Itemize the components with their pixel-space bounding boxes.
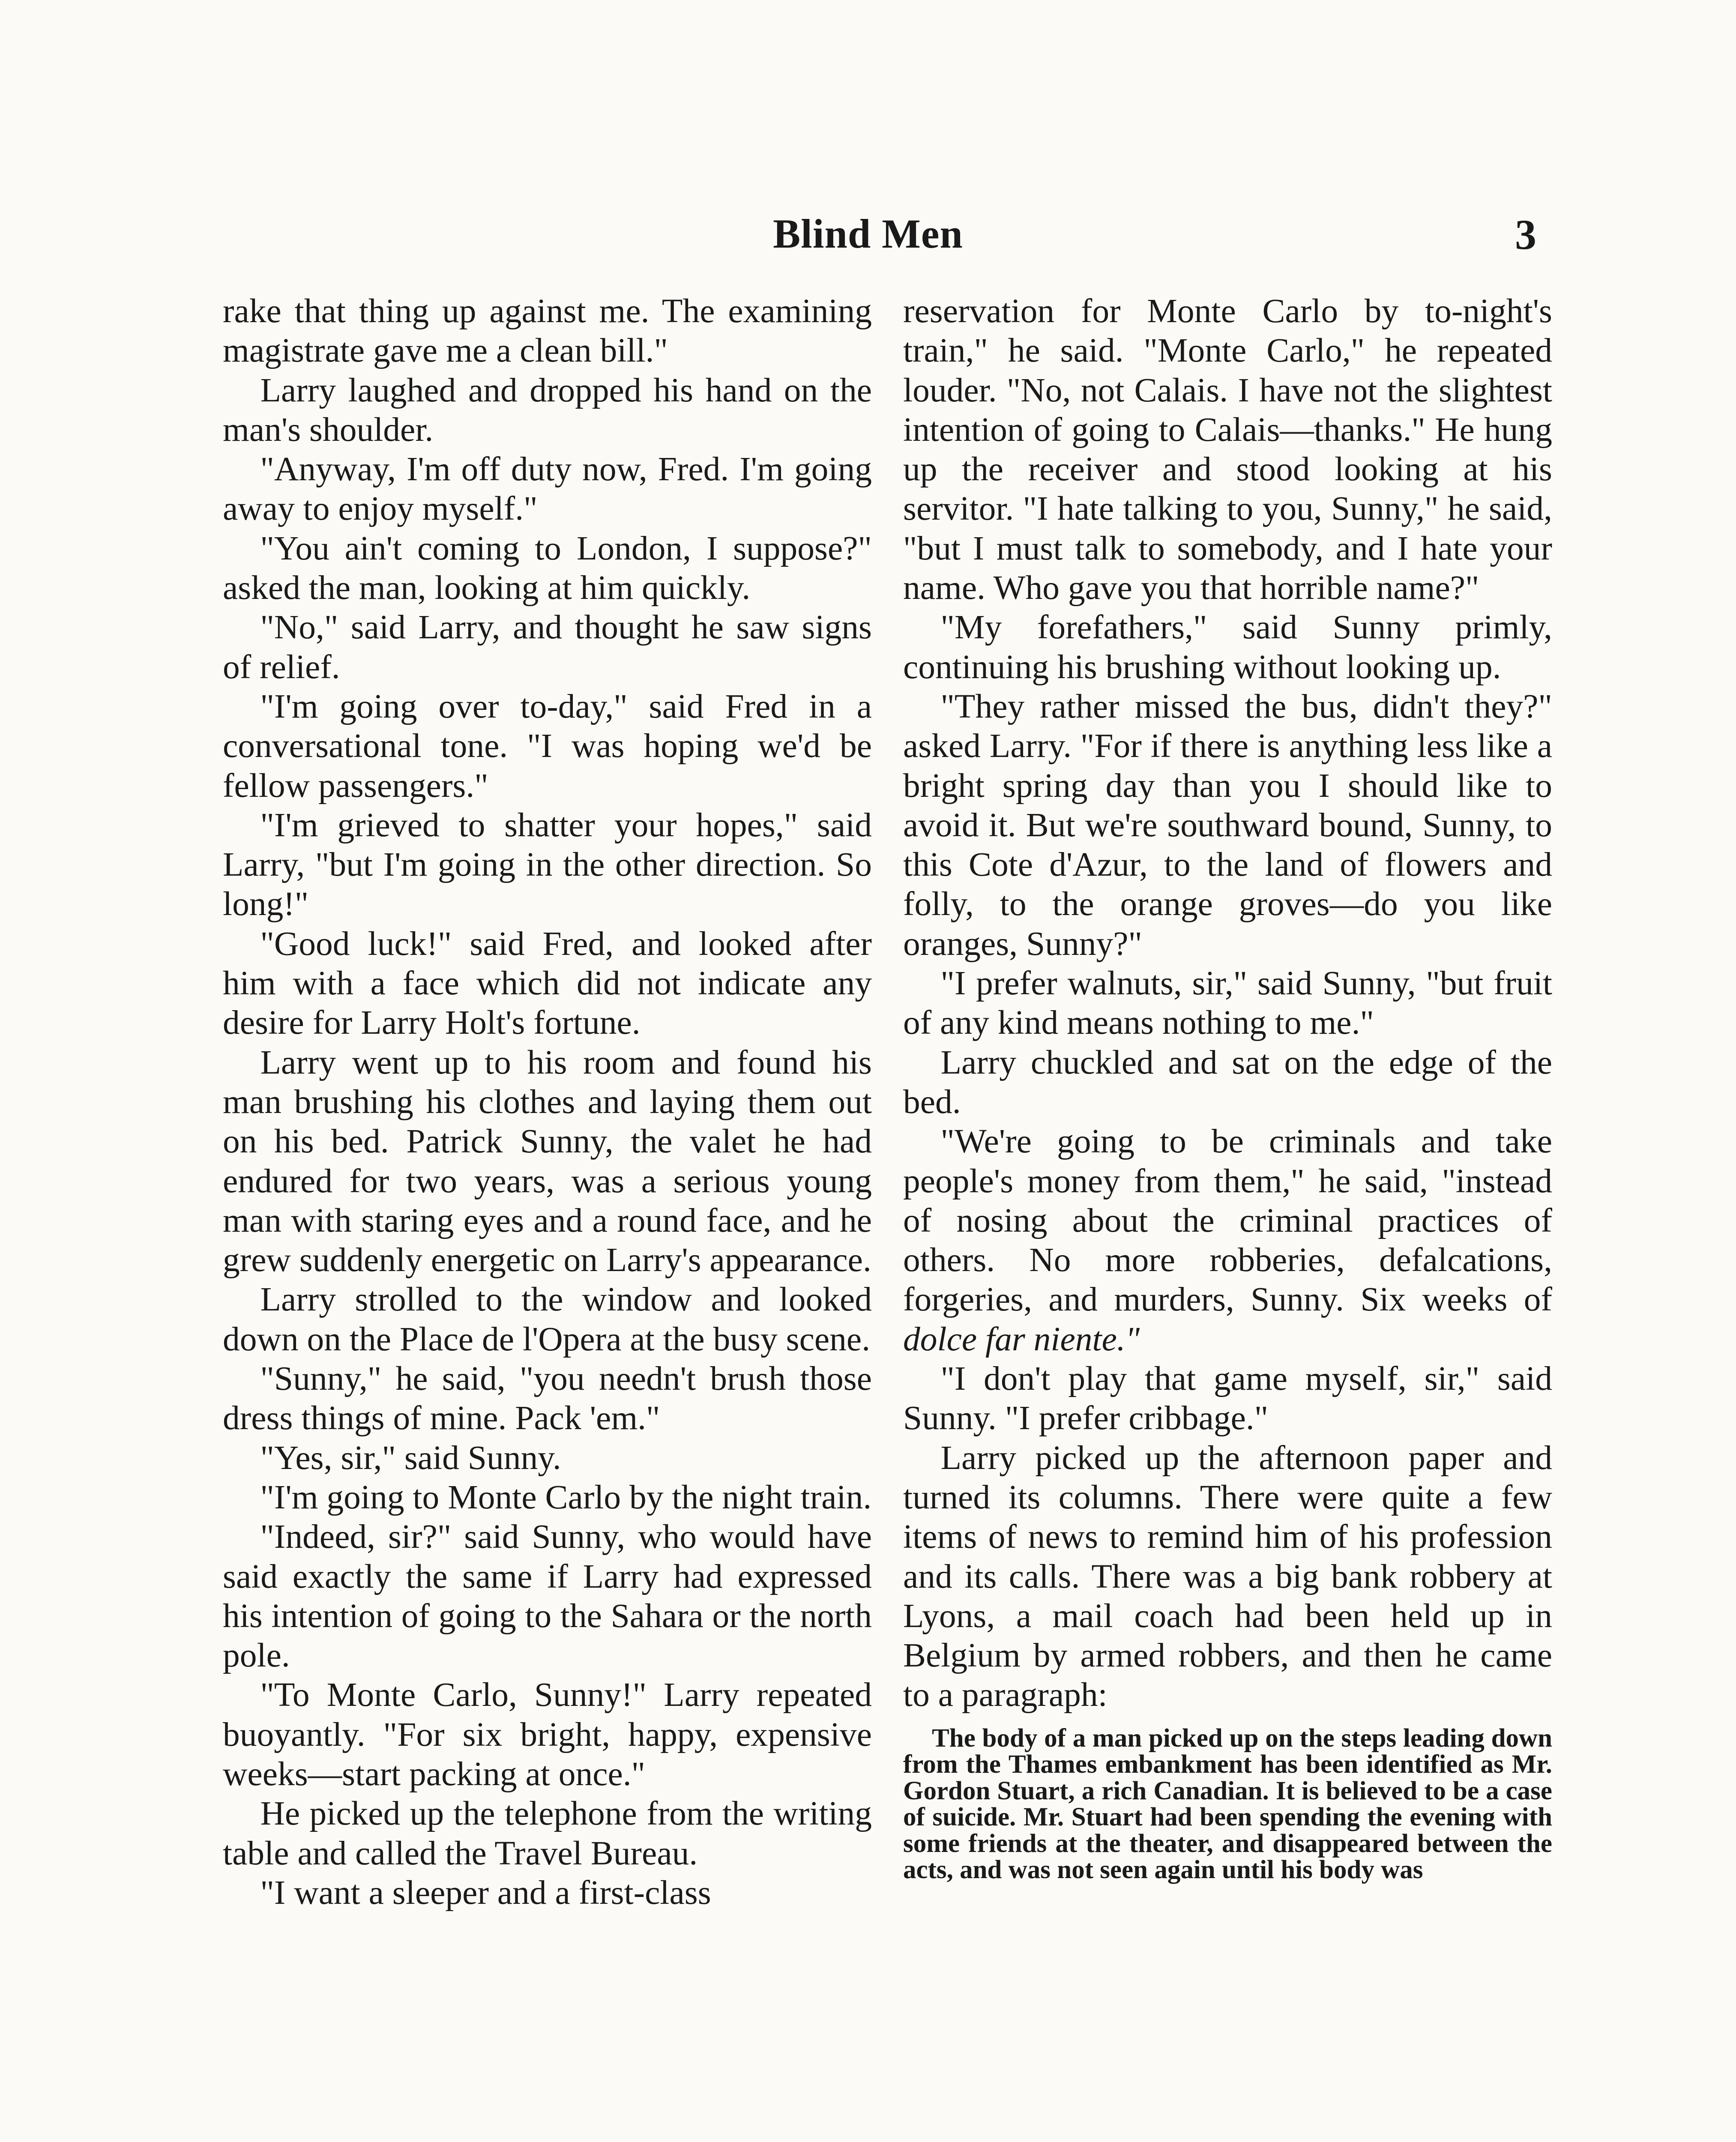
paragraph: "I'm going to Monte Carlo by the night train.: [260, 1478, 872, 1516]
paragraph: Larry strolled to the window and looked down on the Place de l'Opera at the busy scene.: [223, 1280, 872, 1358]
paragraph: "Sunny," he said, "you needn't brush those dress things of mine. Pack 'em.": [223, 1360, 872, 1437]
newspaper-excerpt: The body of a man picked up on the steps leading down from the Thames embankment has been identified as Mr. Gordon Stuart, a rich Canadian. It is believed to be a case of suicide. Mr. Stuart had been spending the evening with some friends at the theater, and disappeared between the acts, and was not seen again until his body was: [903, 1723, 1552, 1885]
paragraph: "No," said Larry, and thought he saw signs of relief.: [223, 608, 872, 686]
paragraph: He picked up the telephone from the writing table and called the Travel Bureau.: [223, 1795, 872, 1872]
paragraph: rake that thing up against me. The examining magistrate gave me a clean bill.": [223, 292, 872, 370]
paragraph-text: "We're going to be criminals and take people's money from them," he said, "instead of nosing about the criminal practices of others. No more robberies, defalcations, forgeries, and murders, Sunny. Six weeks of: [903, 1122, 1552, 1319]
paragraph: Larry laughed and dropped his hand on the man's shoulder.: [223, 371, 872, 449]
page-number: 3: [1515, 211, 1536, 258]
paragraph: reservation for Monte Carlo by to-night's train," he said. "Monte Carlo," he repeated louder. "No, not Calais. I have not the slightest intention of going to Calais—thanks." He hung up the receiver and stood looking at his servitor. "I hate talking to you, Sunny," he said, "but I must talk to somebody, and I hate your name. Who gave you that horrible name?": [903, 292, 1552, 607]
paragraph: [903, 1122, 1552, 1359]
paragraph: "I'm going over to-day," said Fred in a conversational tone. "I was hoping we'd be fellow passengers.": [223, 687, 872, 805]
paragraph: "I want a sleeper and a first-class: [260, 1873, 711, 1912]
right-column: [903, 291, 1552, 1883]
paragraph: "Good luck!" said Fred, and looked after him with a face which did not indicate any desire for Larry Holt's fortune.: [223, 924, 872, 1042]
paragraph: "Anyway, I'm off duty now, Fred. I'm going away to enjoy myself.": [223, 450, 872, 528]
paragraph: "Indeed, sir?" said Sunny, who would have said exactly the same if Larry had expressed his intention of going to the Sahara or the north pole.: [223, 1518, 872, 1675]
paragraph: "They rather missed the bus, didn't they?" asked Larry. "For if there is anything less like a bright spring day than you I should like to avoid it. But we're southward bound, Sunny, to this Cote d'Azur, to the land of flowers and folly, to the orange groves—do you like oranges, Sunny?": [903, 687, 1552, 963]
paragraph: "I'm grieved to shatter your hopes," said Larry, "but I'm going in the other direction. So long!": [223, 806, 872, 923]
paragraph: "I prefer walnuts, sir," said Sunny, "but fruit of any kind means nothing to me.": [903, 964, 1552, 1042]
running-header-title: Blind Men: [773, 211, 963, 257]
paragraph: Larry went up to his room and found his man brushing his clothes and laying them out on his bed. Patrick Sunny, the valet he had endured for two years, was a serious young man with staring eyes and a round face, and he grew suddenly energetic on Larry's appearance.: [223, 1043, 872, 1279]
paragraph: "I don't play that game myself, sir," said Sunny. "I prefer cribbage.": [903, 1360, 1552, 1437]
paragraph: "My forefathers," said Sunny primly, continuing his brushing without looking up.: [903, 608, 1552, 686]
paragraph: "You ain't coming to London, I suppose?" asked the man, looking at him quickly.: [223, 529, 872, 607]
paragraph: Larry picked up the afternoon paper and turned its columns. There were quite a few items of news to remind him of his profession and its calls. There was a big bank robbery at Lyons, a mail coach had been held up in Belgium by armed robbers, and then he came to a paragraph:: [903, 1439, 1552, 1714]
paragraph: "To Monte Carlo, Sunny!" Larry repeated buoyantly. "For six bright, happy, expensive weeks—start packing at once.": [223, 1676, 872, 1793]
paragraph: "Yes, sir," said Sunny.: [260, 1439, 561, 1477]
paragraph: Larry chuckled and sat on the edge of the bed.: [903, 1043, 1552, 1121]
left-column: [223, 291, 872, 1912]
italic-phrase: dolce far niente.": [903, 1320, 1140, 1358]
